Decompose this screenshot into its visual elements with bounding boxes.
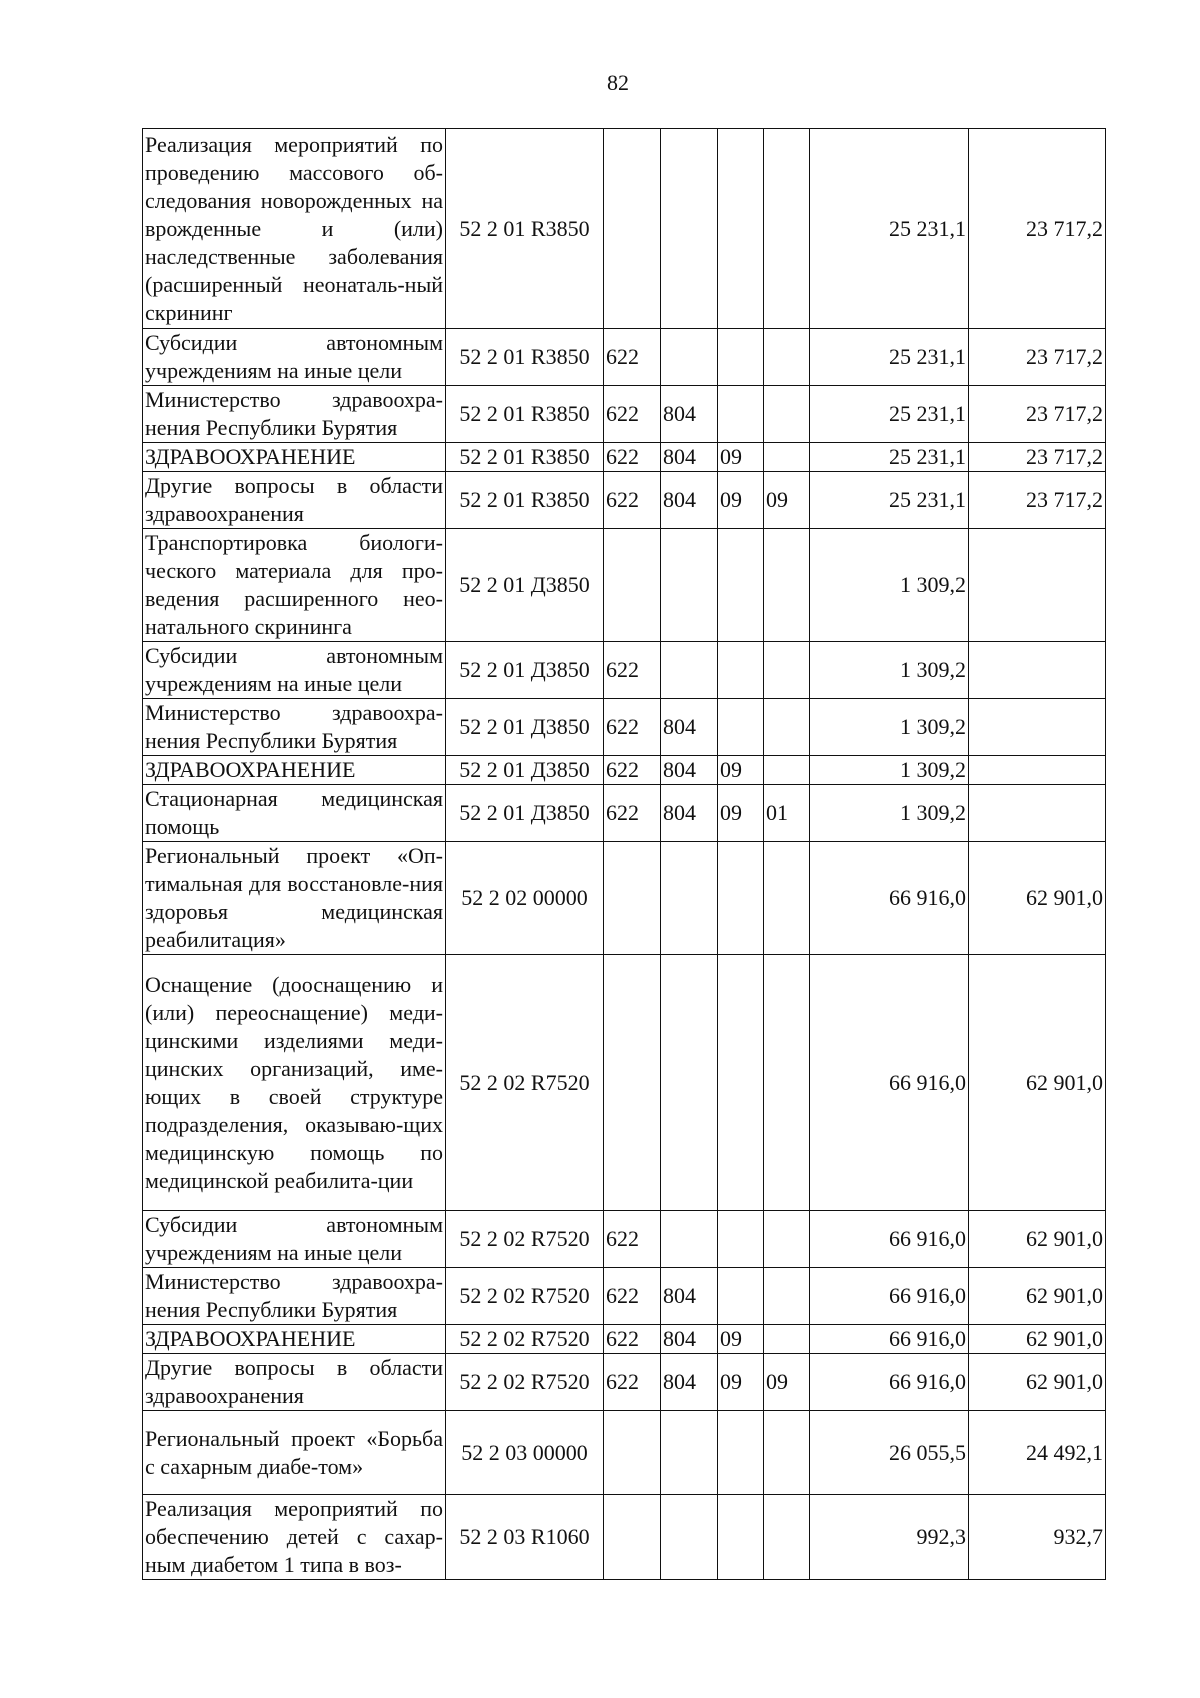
section-cell bbox=[718, 642, 764, 699]
table-row bbox=[143, 1495, 1106, 1580]
amount-year2-cell: 23 717,2 bbox=[969, 386, 1106, 443]
subsection-cell bbox=[764, 1411, 810, 1495]
table-row bbox=[143, 1325, 1106, 1354]
row-name-cell: ЗДРАВООХРАНЕНИЕ bbox=[143, 1325, 446, 1354]
ministry-code-cell: 804 bbox=[661, 1325, 718, 1354]
expense-type-cell: 622 bbox=[604, 329, 661, 386]
table-row bbox=[143, 129, 1106, 329]
target-code-cell: 52 2 03 00000 bbox=[446, 1411, 604, 1495]
subsection-cell bbox=[764, 1268, 810, 1325]
table-row bbox=[143, 699, 1106, 756]
amount-year1-cell: 66 916,0 bbox=[810, 1354, 969, 1411]
target-code-cell: 52 2 02 R7520 bbox=[446, 1354, 604, 1411]
subsection-cell bbox=[764, 129, 810, 329]
amount-year1-cell: 1 309,2 bbox=[810, 785, 969, 842]
row-name-cell: ЗДРАВООХРАНЕНИЕ bbox=[143, 443, 446, 472]
ministry-code-cell: 804 bbox=[661, 443, 718, 472]
amount-year1-cell: 1 309,2 bbox=[810, 529, 969, 642]
amount-year2-cell: 62 901,0 bbox=[969, 842, 1106, 955]
expense-type-cell: 622 bbox=[604, 642, 661, 699]
amount-year2-cell: 23 717,2 bbox=[969, 472, 1106, 529]
expense-type-cell: 622 bbox=[604, 386, 661, 443]
table-row bbox=[143, 1211, 1106, 1268]
target-code-cell: 52 2 01 Д3850 bbox=[446, 699, 604, 756]
subsection-cell bbox=[764, 529, 810, 642]
amount-year1-cell: 66 916,0 bbox=[810, 842, 969, 955]
section-cell bbox=[718, 955, 764, 1211]
target-code-cell: 52 2 02 R7520 bbox=[446, 1325, 604, 1354]
target-code-cell: 52 2 01 R3850 bbox=[446, 472, 604, 529]
ministry-code-cell bbox=[661, 1211, 718, 1268]
row-name-cell: Субсидии автономным учреждениям на иные цели bbox=[143, 1211, 446, 1268]
ministry-code-cell bbox=[661, 1411, 718, 1495]
expense-type-cell: 622 bbox=[604, 1268, 661, 1325]
expense-type-cell bbox=[604, 955, 661, 1211]
amount-year1-cell: 25 231,1 bbox=[810, 472, 969, 529]
table-row bbox=[143, 386, 1106, 443]
row-name-cell: Другие вопросы в области здравоохранения bbox=[143, 472, 446, 529]
amount-year2-cell: 24 492,1 bbox=[969, 1411, 1106, 1495]
amount-year1-cell: 66 916,0 bbox=[810, 1211, 969, 1268]
amount-year1-cell: 25 231,1 bbox=[810, 329, 969, 386]
ministry-code-cell bbox=[661, 529, 718, 642]
row-name-cell: Министерство здравоохра-нения Республики Бурятия bbox=[143, 386, 446, 443]
target-code-cell: 52 2 01 R3850 bbox=[446, 329, 604, 386]
amount-year1-cell: 66 916,0 bbox=[810, 1268, 969, 1325]
subsection-cell bbox=[764, 386, 810, 443]
ministry-code-cell bbox=[661, 842, 718, 955]
subsection-cell bbox=[764, 955, 810, 1211]
amount-year2-cell: 23 717,2 bbox=[969, 443, 1106, 472]
target-code-cell: 52 2 02 00000 bbox=[446, 842, 604, 955]
section-cell bbox=[718, 1268, 764, 1325]
subsection-cell bbox=[764, 443, 810, 472]
expense-type-cell bbox=[604, 842, 661, 955]
target-code-cell: 52 2 01 R3850 bbox=[446, 386, 604, 443]
ministry-code-cell bbox=[661, 1495, 718, 1580]
table-body bbox=[143, 129, 1106, 1580]
section-cell bbox=[718, 842, 764, 955]
amount-year2-cell: 23 717,2 bbox=[969, 129, 1106, 329]
expense-type-cell: 622 bbox=[604, 472, 661, 529]
amount-year2-cell bbox=[969, 699, 1106, 756]
table-row bbox=[143, 955, 1106, 1211]
subsection-cell: 09 bbox=[764, 1354, 810, 1411]
amount-year1-cell: 25 231,1 bbox=[810, 386, 969, 443]
ministry-code-cell: 804 bbox=[661, 756, 718, 785]
expense-type-cell: 622 bbox=[604, 1211, 661, 1268]
row-name-cell: Региональный проект «Оп-тимальная для восстановле-ния здоровья медицинская реабилитация» bbox=[143, 842, 446, 955]
row-name-cell: Министерство здравоохра-нения Республики Бурятия bbox=[143, 699, 446, 756]
section-cell: 09 bbox=[718, 756, 764, 785]
amount-year2-cell: 62 901,0 bbox=[969, 1325, 1106, 1354]
amount-year1-cell: 26 055,5 bbox=[810, 1411, 969, 1495]
table-row bbox=[143, 1354, 1106, 1411]
section-cell: 09 bbox=[718, 472, 764, 529]
table-row bbox=[143, 472, 1106, 529]
table-row bbox=[143, 329, 1106, 386]
target-code-cell: 52 2 02 R7520 bbox=[446, 1268, 604, 1325]
subsection-cell bbox=[764, 1211, 810, 1268]
expense-type-cell: 622 bbox=[604, 699, 661, 756]
target-code-cell: 52 2 01 Д3850 bbox=[446, 785, 604, 842]
amount-year2-cell: 932,7 bbox=[969, 1495, 1106, 1580]
row-name-cell: Оснащение (дооснащению и (или) переоснащение) меди-цинскими изделиями меди-цинских организаций, име-ющих в своей структуре подразделения, оказываю-щих медицинскую помощь по медицинской реабилита-ции bbox=[143, 955, 446, 1211]
section-cell bbox=[718, 1495, 764, 1580]
row-name-cell: Реализация мероприятий по обеспечению детей с сахар-ным диабетом 1 типа в воз- bbox=[143, 1495, 446, 1580]
row-name-cell: Транспортировка биологи-ческого материала для про-ведения расширенного нео-натального скрининга bbox=[143, 529, 446, 642]
subsection-cell: 09 bbox=[764, 472, 810, 529]
amount-year1-cell: 25 231,1 bbox=[810, 443, 969, 472]
amount-year1-cell: 1 309,2 bbox=[810, 642, 969, 699]
row-name-cell: Региональный проект «Борьба с сахарным диабе-том» bbox=[143, 1411, 446, 1495]
table-row bbox=[143, 642, 1106, 699]
amount-year1-cell: 1 309,2 bbox=[810, 756, 969, 785]
section-cell bbox=[718, 529, 764, 642]
subsection-cell: 01 bbox=[764, 785, 810, 842]
section-cell: 09 bbox=[718, 1354, 764, 1411]
target-code-cell: 52 2 02 R7520 bbox=[446, 1211, 604, 1268]
expense-type-cell bbox=[604, 1411, 661, 1495]
target-code-cell: 52 2 01 Д3850 bbox=[446, 529, 604, 642]
section-cell bbox=[718, 329, 764, 386]
target-code-cell: 52 2 03 R1060 bbox=[446, 1495, 604, 1580]
section-cell bbox=[718, 129, 764, 329]
amount-year2-cell: 62 901,0 bbox=[969, 1268, 1106, 1325]
ministry-code-cell: 804 bbox=[661, 1354, 718, 1411]
section-cell bbox=[718, 1211, 764, 1268]
expense-type-cell: 622 bbox=[604, 1354, 661, 1411]
table-row bbox=[143, 785, 1106, 842]
subsection-cell bbox=[764, 642, 810, 699]
row-name-cell: Стационарная медицинская помощь bbox=[143, 785, 446, 842]
section-cell: 09 bbox=[718, 1325, 764, 1354]
section-cell: 09 bbox=[718, 443, 764, 472]
expense-type-cell bbox=[604, 1495, 661, 1580]
target-code-cell: 52 2 01 R3850 bbox=[446, 129, 604, 329]
amount-year2-cell: 62 901,0 bbox=[969, 1354, 1106, 1411]
section-cell bbox=[718, 1411, 764, 1495]
expense-type-cell bbox=[604, 529, 661, 642]
amount-year2-cell: 62 901,0 bbox=[969, 1211, 1106, 1268]
subsection-cell bbox=[764, 842, 810, 955]
expense-type-cell: 622 bbox=[604, 1325, 661, 1354]
subsection-cell bbox=[764, 1325, 810, 1354]
ministry-code-cell: 804 bbox=[661, 472, 718, 529]
budget-table bbox=[142, 128, 1106, 1580]
ministry-code-cell: 804 bbox=[661, 1268, 718, 1325]
amount-year1-cell: 66 916,0 bbox=[810, 1325, 969, 1354]
row-name-cell: Субсидии автономным учреждениям на иные цели bbox=[143, 642, 446, 699]
ministry-code-cell bbox=[661, 955, 718, 1211]
ministry-code-cell: 804 bbox=[661, 785, 718, 842]
ministry-code-cell bbox=[661, 329, 718, 386]
amount-year2-cell bbox=[969, 756, 1106, 785]
amount-year2-cell bbox=[969, 529, 1106, 642]
table-row bbox=[143, 842, 1106, 955]
ministry-code-cell: 804 bbox=[661, 386, 718, 443]
amount-year2-cell: 62 901,0 bbox=[969, 955, 1106, 1211]
ministry-code-cell: 804 bbox=[661, 699, 718, 756]
subsection-cell bbox=[764, 1495, 810, 1580]
table-row bbox=[143, 1411, 1106, 1495]
target-code-cell: 52 2 02 R7520 bbox=[446, 955, 604, 1211]
section-cell bbox=[718, 699, 764, 756]
expense-type-cell bbox=[604, 129, 661, 329]
section-cell bbox=[718, 386, 764, 443]
subsection-cell bbox=[764, 756, 810, 785]
amount-year1-cell: 25 231,1 bbox=[810, 129, 969, 329]
ministry-code-cell bbox=[661, 129, 718, 329]
subsection-cell bbox=[764, 329, 810, 386]
row-name-cell: Министерство здравоохра-нения Республики Бурятия bbox=[143, 1268, 446, 1325]
page-number: 82 bbox=[607, 70, 629, 95]
amount-year1-cell: 1 309,2 bbox=[810, 699, 969, 756]
table-row bbox=[143, 443, 1106, 472]
target-code-cell: 52 2 01 Д3850 bbox=[446, 756, 604, 785]
row-name-cell: Другие вопросы в области здравоохранения bbox=[143, 1354, 446, 1411]
target-code-cell: 52 2 01 R3850 bbox=[446, 443, 604, 472]
row-name-cell: Реализация мероприятий по проведению массового об-следования новорожденных на врожденные и (или) наследственные заболевания (расширенный неонаталь-ный скрининг bbox=[143, 129, 446, 329]
row-name-cell: Субсидии автономным учреждениям на иные цели bbox=[143, 329, 446, 386]
section-cell: 09 bbox=[718, 785, 764, 842]
target-code-cell: 52 2 01 Д3850 bbox=[446, 642, 604, 699]
table-row bbox=[143, 756, 1106, 785]
amount-year2-cell: 23 717,2 bbox=[969, 329, 1106, 386]
row-name-cell: ЗДРАВООХРАНЕНИЕ bbox=[143, 756, 446, 785]
table-row bbox=[143, 529, 1106, 642]
amount-year1-cell: 992,3 bbox=[810, 1495, 969, 1580]
expense-type-cell: 622 bbox=[604, 756, 661, 785]
expense-type-cell: 622 bbox=[604, 785, 661, 842]
amount-year2-cell bbox=[969, 785, 1106, 842]
amount-year2-cell bbox=[969, 642, 1106, 699]
table-row bbox=[143, 1268, 1106, 1325]
ministry-code-cell bbox=[661, 642, 718, 699]
amount-year1-cell: 66 916,0 bbox=[810, 955, 969, 1211]
expense-type-cell: 622 bbox=[604, 443, 661, 472]
subsection-cell bbox=[764, 699, 810, 756]
